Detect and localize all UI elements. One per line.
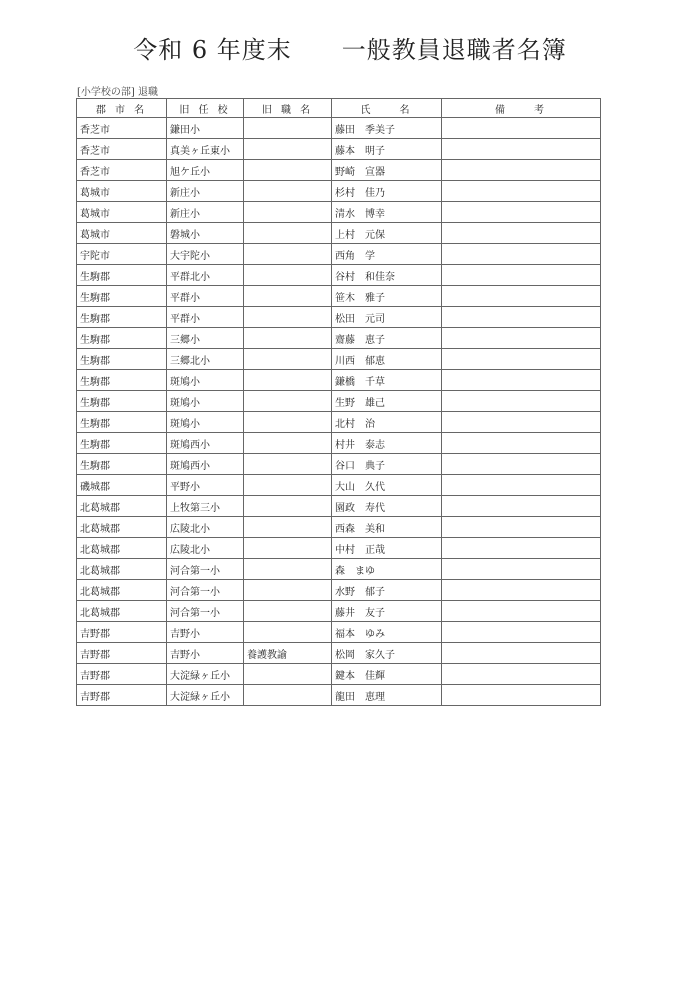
cell-post bbox=[244, 202, 332, 223]
cell-city: 葛城市 bbox=[77, 202, 167, 223]
cell-name: 松田 元司 bbox=[332, 307, 442, 328]
cell-note bbox=[442, 580, 601, 601]
table-row bbox=[77, 517, 601, 538]
cell-post bbox=[244, 664, 332, 685]
cell-note bbox=[442, 538, 601, 559]
table-row bbox=[77, 496, 601, 517]
cell-city: 北葛城郡 bbox=[77, 559, 167, 580]
cell-post bbox=[244, 391, 332, 412]
cell-city: 北葛城郡 bbox=[77, 580, 167, 601]
section-label: [小学校の部] 退職 bbox=[77, 87, 158, 98]
cell-school: 河合第一小 bbox=[167, 580, 244, 601]
cell-city: 吉野郡 bbox=[77, 664, 167, 685]
table-row bbox=[77, 601, 601, 622]
page-title: 令和 6 年度末 一般教員退職者名簿 bbox=[133, 36, 567, 64]
cell-name: 鍵本 佳輝 bbox=[332, 664, 442, 685]
cell-post bbox=[244, 223, 332, 244]
cell-note bbox=[442, 391, 601, 412]
table-row bbox=[77, 643, 601, 664]
table-row bbox=[77, 139, 601, 160]
cell-post bbox=[244, 517, 332, 538]
cell-city: 北葛城郡 bbox=[77, 496, 167, 517]
cell-post bbox=[244, 412, 332, 433]
cell-name: 川西 郁恵 bbox=[332, 349, 442, 370]
cell-post bbox=[244, 118, 332, 139]
cell-name: 笹木 雅子 bbox=[332, 286, 442, 307]
cell-school: 吉野小 bbox=[167, 643, 244, 664]
cell-school: 斑鳩西小 bbox=[167, 454, 244, 475]
cell-post bbox=[244, 685, 332, 706]
cell-post bbox=[244, 496, 332, 517]
cell-post bbox=[244, 538, 332, 559]
cell-school: 平群北小 bbox=[167, 265, 244, 286]
cell-city: 生駒郡 bbox=[77, 391, 167, 412]
table-row bbox=[77, 265, 601, 286]
cell-school: 斑鳩小 bbox=[167, 370, 244, 391]
cell-note bbox=[442, 139, 601, 160]
cell-school: 河合第一小 bbox=[167, 601, 244, 622]
cell-city: 生駒郡 bbox=[77, 265, 167, 286]
table-row bbox=[77, 244, 601, 265]
cell-note bbox=[442, 496, 601, 517]
cell-school: 斑鳩小 bbox=[167, 412, 244, 433]
table-row bbox=[77, 622, 601, 643]
cell-name: 森 まゆ bbox=[332, 559, 442, 580]
cell-note bbox=[442, 433, 601, 454]
cell-name: 北村 治 bbox=[332, 412, 442, 433]
cell-note bbox=[442, 559, 601, 580]
cell-city: 葛城市 bbox=[77, 181, 167, 202]
table-row bbox=[77, 664, 601, 685]
table-header bbox=[77, 99, 601, 118]
cell-note bbox=[442, 664, 601, 685]
cell-post bbox=[244, 370, 332, 391]
table-row bbox=[77, 202, 601, 223]
cell-school: 真美ヶ丘東小 bbox=[167, 139, 244, 160]
cell-note bbox=[442, 160, 601, 181]
column-header-name: 氏 名 bbox=[332, 99, 442, 118]
table-row bbox=[77, 475, 601, 496]
cell-city: 生駒郡 bbox=[77, 349, 167, 370]
table-row bbox=[77, 307, 601, 328]
cell-name: 藤田 季美子 bbox=[332, 118, 442, 139]
cell-note bbox=[442, 517, 601, 538]
cell-city: 生駒郡 bbox=[77, 433, 167, 454]
cell-school: 吉野小 bbox=[167, 622, 244, 643]
table-row bbox=[77, 433, 601, 454]
cell-school: 平群小 bbox=[167, 286, 244, 307]
cell-name: 清水 博幸 bbox=[332, 202, 442, 223]
cell-note bbox=[442, 370, 601, 391]
cell-city: 香芝市 bbox=[77, 139, 167, 160]
cell-note bbox=[442, 307, 601, 328]
cell-city: 生駒郡 bbox=[77, 412, 167, 433]
cell-school: 大宇陀小 bbox=[167, 244, 244, 265]
cell-post bbox=[244, 181, 332, 202]
cell-school: 大淀緑ヶ丘小 bbox=[167, 685, 244, 706]
cell-post bbox=[244, 454, 332, 475]
cell-school: 旭ケ丘小 bbox=[167, 160, 244, 181]
cell-post bbox=[244, 559, 332, 580]
cell-name: 生野 雄己 bbox=[332, 391, 442, 412]
cell-city: 吉野郡 bbox=[77, 685, 167, 706]
cell-school: 平野小 bbox=[167, 475, 244, 496]
cell-post bbox=[244, 328, 332, 349]
cell-post bbox=[244, 286, 332, 307]
cell-note bbox=[442, 118, 601, 139]
cell-name: 鎌橋 千草 bbox=[332, 370, 442, 391]
cell-school: 斑鳩小 bbox=[167, 391, 244, 412]
column-header-city: 郡 市 名 bbox=[77, 99, 167, 118]
cell-school: 新庄小 bbox=[167, 202, 244, 223]
column-header-school: 旧 任 校 bbox=[167, 99, 244, 118]
cell-post bbox=[244, 349, 332, 370]
table-row bbox=[77, 538, 601, 559]
cell-city: 吉野郡 bbox=[77, 622, 167, 643]
cell-name: 上村 元保 bbox=[332, 223, 442, 244]
cell-city: 葛城市 bbox=[77, 223, 167, 244]
cell-post bbox=[244, 244, 332, 265]
cell-note bbox=[442, 475, 601, 496]
cell-name: 大山 久代 bbox=[332, 475, 442, 496]
table-row bbox=[77, 391, 601, 412]
cell-city: 生駒郡 bbox=[77, 286, 167, 307]
cell-school: 大淀緑ヶ丘小 bbox=[167, 664, 244, 685]
table-row bbox=[77, 559, 601, 580]
table-row bbox=[77, 160, 601, 181]
cell-name: 龍田 恵理 bbox=[332, 685, 442, 706]
cell-school: 広陵北小 bbox=[167, 538, 244, 559]
cell-school: 新庄小 bbox=[167, 181, 244, 202]
cell-name: 中村 正哉 bbox=[332, 538, 442, 559]
cell-note bbox=[442, 412, 601, 433]
cell-school: 上牧第三小 bbox=[167, 496, 244, 517]
cell-post bbox=[244, 622, 332, 643]
cell-name: 藤井 友子 bbox=[332, 601, 442, 622]
cell-post bbox=[244, 139, 332, 160]
cell-city: 香芝市 bbox=[77, 118, 167, 139]
cell-note bbox=[442, 685, 601, 706]
cell-city: 吉野郡 bbox=[77, 643, 167, 664]
cell-post bbox=[244, 601, 332, 622]
table-row bbox=[77, 181, 601, 202]
cell-note bbox=[442, 202, 601, 223]
cell-city: 宇陀市 bbox=[77, 244, 167, 265]
cell-name: 谷口 典子 bbox=[332, 454, 442, 475]
cell-city: 生駒郡 bbox=[77, 370, 167, 391]
table-row bbox=[77, 685, 601, 706]
column-header-post: 旧 職 名 bbox=[244, 99, 332, 118]
table-row bbox=[77, 580, 601, 601]
table-row bbox=[77, 223, 601, 244]
cell-post bbox=[244, 160, 332, 181]
table-row bbox=[77, 349, 601, 370]
cell-city: 生駒郡 bbox=[77, 454, 167, 475]
cell-note bbox=[442, 643, 601, 664]
cell-note bbox=[442, 349, 601, 370]
cell-name: 村井 泰志 bbox=[332, 433, 442, 454]
cell-city: 北葛城郡 bbox=[77, 601, 167, 622]
cell-name: 福本 ゆみ bbox=[332, 622, 442, 643]
cell-city: 香芝市 bbox=[77, 160, 167, 181]
cell-city: 北葛城郡 bbox=[77, 538, 167, 559]
cell-school: 平群小 bbox=[167, 307, 244, 328]
cell-name: 杉村 佳乃 bbox=[332, 181, 442, 202]
cell-school: 河合第一小 bbox=[167, 559, 244, 580]
cell-post bbox=[244, 580, 332, 601]
cell-school: 広陵北小 bbox=[167, 517, 244, 538]
table-row bbox=[77, 370, 601, 391]
cell-note bbox=[442, 181, 601, 202]
cell-note bbox=[442, 223, 601, 244]
retiree-table bbox=[76, 98, 601, 706]
cell-name: 園政 寿代 bbox=[332, 496, 442, 517]
cell-note bbox=[442, 265, 601, 286]
cell-note bbox=[442, 286, 601, 307]
table-row bbox=[77, 454, 601, 475]
cell-school: 三郷北小 bbox=[167, 349, 244, 370]
table-row bbox=[77, 286, 601, 307]
cell-school: 鎌田小 bbox=[167, 118, 244, 139]
cell-school: 三郷小 bbox=[167, 328, 244, 349]
cell-name: 野崎 宣器 bbox=[332, 160, 442, 181]
cell-post: 養護教諭 bbox=[244, 643, 332, 664]
cell-note bbox=[442, 454, 601, 475]
cell-post bbox=[244, 433, 332, 454]
cell-note bbox=[442, 601, 601, 622]
cell-name: 西角 学 bbox=[332, 244, 442, 265]
table-row bbox=[77, 412, 601, 433]
cell-school: 斑鳩西小 bbox=[167, 433, 244, 454]
cell-name: 西森 美和 bbox=[332, 517, 442, 538]
cell-city: 北葛城郡 bbox=[77, 517, 167, 538]
table-body bbox=[77, 118, 601, 706]
cell-name: 谷村 和佳奈 bbox=[332, 265, 442, 286]
cell-name: 藤本 明子 bbox=[332, 139, 442, 160]
cell-city: 磯城郡 bbox=[77, 475, 167, 496]
cell-name: 齋藤 恵子 bbox=[332, 328, 442, 349]
cell-note bbox=[442, 244, 601, 265]
cell-name: 松岡 家久子 bbox=[332, 643, 442, 664]
cell-city: 生駒郡 bbox=[77, 307, 167, 328]
table-row bbox=[77, 118, 601, 139]
cell-post bbox=[244, 265, 332, 286]
cell-city: 生駒郡 bbox=[77, 328, 167, 349]
cell-name: 水野 郁子 bbox=[332, 580, 442, 601]
cell-school: 磐城小 bbox=[167, 223, 244, 244]
cell-note bbox=[442, 622, 601, 643]
table-row bbox=[77, 328, 601, 349]
cell-post bbox=[244, 307, 332, 328]
column-header-note: 備 考 bbox=[442, 99, 601, 118]
cell-post bbox=[244, 475, 332, 496]
cell-note bbox=[442, 328, 601, 349]
header-row bbox=[77, 99, 601, 118]
